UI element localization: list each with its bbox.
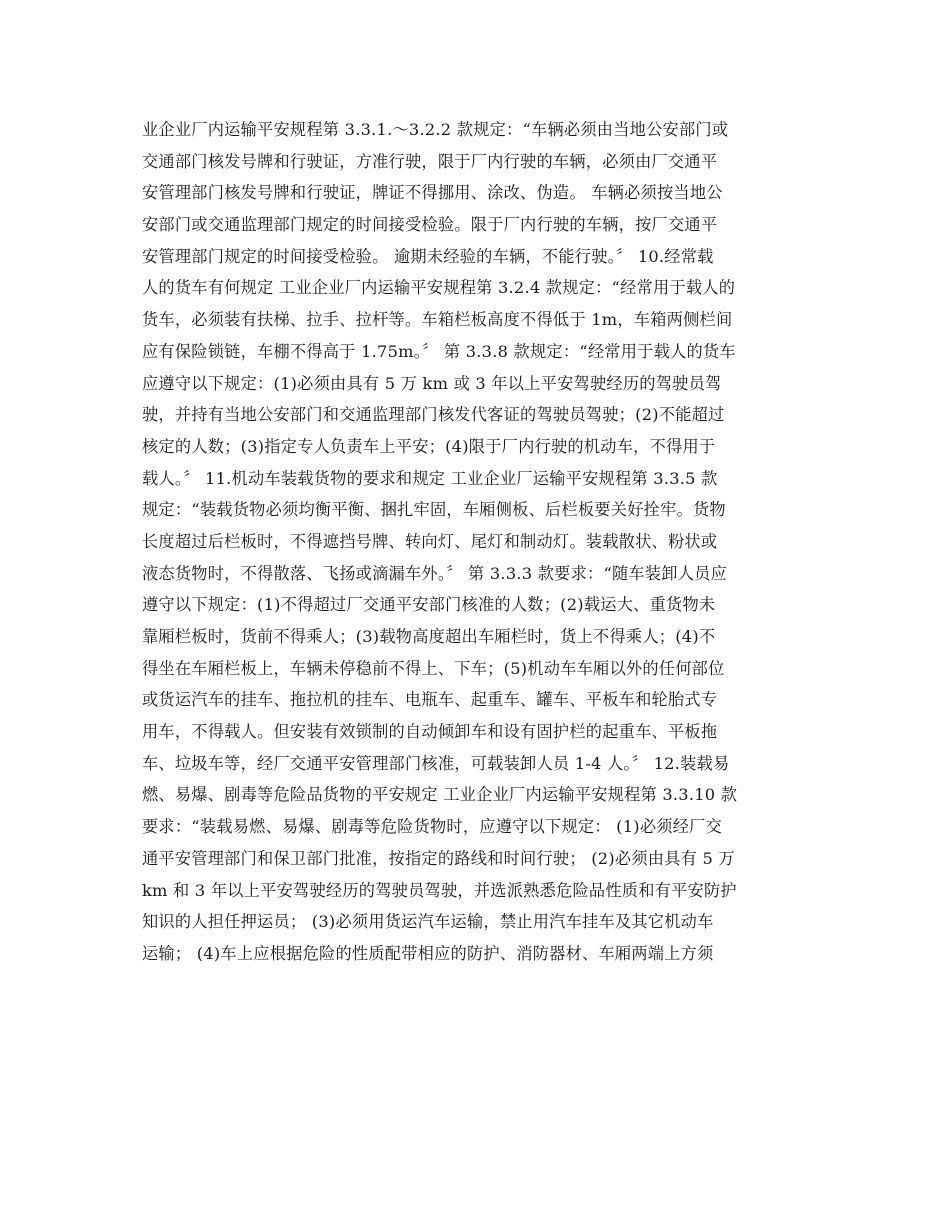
text-line: 燃、易爆、剧毒等危险品货物的平安规定 工业企业厂内运输平安规程第 3.3.10 款 bbox=[142, 785, 738, 805]
text-line: 规定：“装载货物必须均衡平衡、捆扎牢固，车厢侧板、后栏板要关好拴牢。货物 bbox=[142, 500, 726, 520]
text-line: 用车，不得载人。但安装有效锁制的自动倾卸车和设有固护栏的起重车、平板拖 bbox=[142, 722, 718, 742]
text-line: 要求：“装载易燃、易爆、剧毒等危险货物时，应遵守以下规定： (1)必须经厂交 bbox=[142, 817, 723, 837]
text-line: 运输； (4)车上应根据危险的性质配带相应的防护、消防器材、车厢两端上方须 bbox=[142, 943, 714, 963]
text-line: 载人。〞 11.机动车装载货物的要求和规定 工业企业厂运输平安规程第 3.3.5 款 bbox=[142, 468, 718, 488]
text-line: 车、垃圾车等，经厂交通平安管理部门核准，可载装卸人员 1-4 人。〞 12.装载易 bbox=[142, 753, 730, 773]
text-line: 货车，必须装有扶梯、拉手、拉杆等。车箱栏板高度不得低于 1m，车箱两侧栏间 bbox=[142, 310, 733, 330]
text-line: 或货运汽车的挂车、拖拉机的挂车、电瓶车、起重车、罐车、平板车和轮胎式专 bbox=[142, 690, 718, 710]
text-line: 安部门或交通监理部门规定的时间接受检验。限于厂内行驶的车辆，按厂交通平 bbox=[142, 215, 718, 235]
text-line: 靠厢栏板时，货前不得乘人；(3)载物高度超出车厢栏时，货上不得乘人；(4)不 bbox=[142, 627, 716, 646]
text-line: 交通部门核发号牌和行驶证，方准行驶，限于厂内行驶的车辆，必须由厂交通平 bbox=[142, 151, 718, 171]
text-line: 遵守以下规定：(1)不得超过厂交通平安部门核准的人数；(2)载运大、重货物未 bbox=[142, 595, 716, 615]
body-text bbox=[142, 114, 812, 970]
text-line: 得坐在车厢栏板上，车辆未停稳前不得上、下车；(5)机动车车厢以外的任何部位 bbox=[142, 658, 725, 678]
text-line: 应遵守以下规定：(1)必须由具有 5 万 km 或 3 年以上平安驾驶经历的驾驶员驾 bbox=[142, 373, 722, 393]
text-line: 安管理部门核发号牌和行驶证，牌证不得挪用、涂改、伪造。 车辆必须按当地公 bbox=[142, 183, 723, 203]
text-line: 业企业厂内运输平安规程第 3.3.1.～3.2.2 款规定：“车辆必须由当地公安部门或 bbox=[142, 120, 729, 139]
text-line: 知识的人担任押运员； (3)必须用货运汽车运输，禁止用汽车挂车及其它机动车 bbox=[142, 912, 714, 932]
text-line: 安管理部门规定的时间接受检验。 逾期未经验的车辆，不能行驶。〞 10.经常载 bbox=[142, 246, 714, 266]
text-line: 应有保险锁链，车棚不得高于 1.75m。〞 第 3.3.8 款规定：“经常用于载人的货车 bbox=[142, 341, 736, 361]
text-line: 液态货物时，不得散落、飞扬或滴漏车外。〞 第 3.3.3 款要求：“随车装卸人员应 bbox=[142, 563, 728, 583]
text-line: km 和 3 年以上平安驾驶经历的驾驶员驾驶，并选派熟悉危险品性质和有平安防护 bbox=[142, 880, 737, 900]
text-line: 驶，并持有当地公安部门和交通监理部门核发代客证的驾驶员驾驶；(2)不能超过 bbox=[142, 405, 725, 425]
text-line: 核定的人数；(3)指定专人负责车上平安；(4)限于厂内行驶的机动车，不得用于 bbox=[142, 436, 716, 456]
text-line: 长度超过后栏板时，不得遮挡号牌、转向灯、尾灯和制动灯。装载散状、粉状或 bbox=[142, 531, 718, 551]
text-line: 人的货车有何规定 工业企业厂内运输平安规程第 3.2.4 款规定：“经常用于载人的 bbox=[142, 278, 736, 298]
text-line: 通平安管理部门和保卫部门批准，按指定的路线和时间行驶； (2)必须由具有 5 万 bbox=[142, 848, 735, 868]
